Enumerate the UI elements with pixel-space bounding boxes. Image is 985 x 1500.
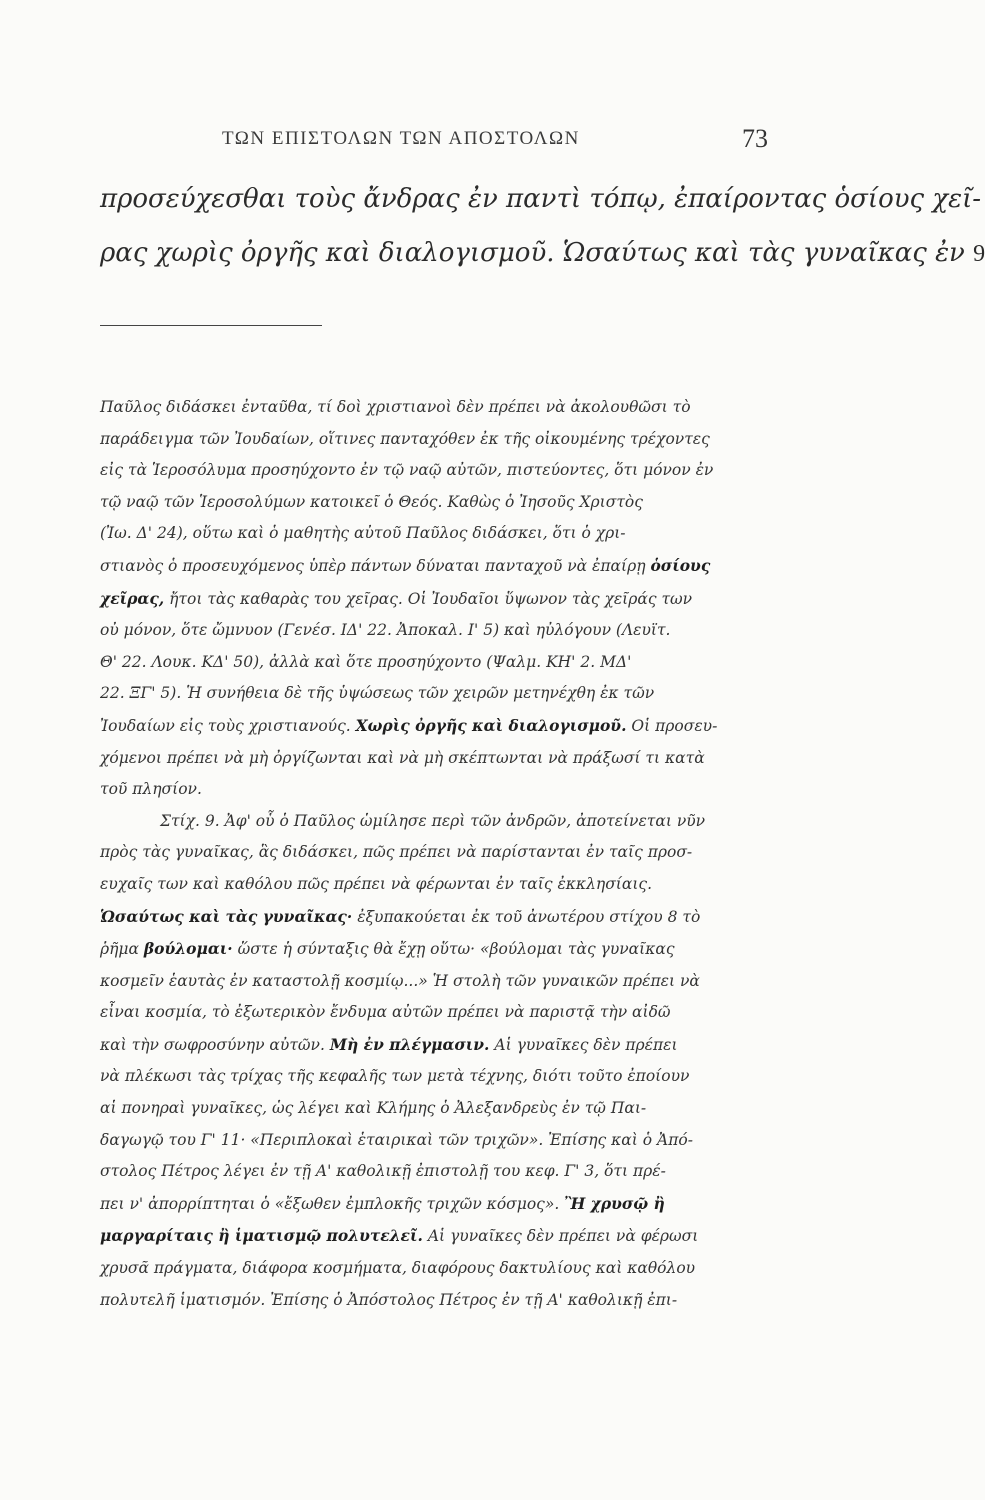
commentary-line: εἶναι κοσμία, τὸ ἐξωτερικὸν ἔνδυμα αὐτῶν πρέπει νὰ παριστᾷ τὴν αἰδῶ: [100, 1003, 671, 1022]
lemma-bold: Ἢ χρυσῷ ἢ: [564, 1193, 665, 1213]
scripture-text: [100, 172, 985, 281]
commentary-text-run: ἐξυπακούεται ἐκ τοῦ ἀνωτέρου στίχου 8 τὸ: [357, 907, 701, 926]
commentary-line: [100, 583, 780, 616]
commentary-text-run: Αἱ γυναῖκες δὲν πρέπει νὰ φέρωσι: [427, 1227, 699, 1246]
commentary-line: 22. ΞΓ' 5). Ἡ συνήθεια δὲ τῆς ὑψώσεως τῶν χειρῶν μετηνέχθη ἐκ τῶν: [100, 684, 655, 703]
commentary-line: στολος Πέτρος λέγει ἐν τῇ Α' καθολικῇ ἐπιστολῇ του κεφ. Γ' 3, ὅτι πρέ-: [100, 1162, 666, 1181]
commentary-line-verse-start: Στίχ. 9. Ἀφ' οὗ ὁ Παῦλος ὡμίλησε περὶ τῶν ἀνδρῶν, ἀποτείνεται νῦν: [160, 811, 706, 830]
commentary-line: [100, 1220, 780, 1253]
commentary-line: πολυτελῆ ἱματισμόν. Ἐπίσης ὁ Ἀπόστολος Πέτρος ἐν τῇ Α' καθολικῇ ἐπι-: [100, 1290, 678, 1309]
commentary-line: νὰ πλέκωσι τὰς τρίχας τῆς κεφαλῆς των μετὰ τέχνης, διότι τοῦτο ἐποίουν: [100, 1067, 690, 1086]
verse-number: 9: [973, 241, 985, 267]
lemma-bold: ὁσίους: [650, 555, 711, 575]
lemma-bold: χεῖρας,: [100, 588, 165, 608]
commentary-line: δαγωγῷ του Γ' 11· «Περιπλοκαὶ ἑταιρικαὶ τῶν τριχῶν». Ἐπίσης καὶ ὁ Ἀπό-: [100, 1130, 693, 1149]
lemma-bold: Μὴ ἐν πλέγμασιν.: [329, 1034, 490, 1054]
commentary-text: [100, 392, 780, 1316]
commentary-line: [100, 550, 780, 583]
commentary-line: [100, 933, 780, 966]
commentary-line: αἱ πονηραὶ γυναῖκες, ὡς λέγει καὶ Κλήμης ὁ Ἀλεξανδρεὺς ἐν τῷ Παι-: [100, 1099, 647, 1118]
commentary-text-run: ῥῆμα: [100, 940, 139, 959]
page-number: 73: [742, 124, 768, 153]
commentary-line: τοῦ πλησίον.: [100, 780, 202, 799]
commentary-line: [100, 1188, 780, 1221]
commentary-line: Θ' 22. Λουκ. ΚΔ' 50), ἀλλὰ καὶ ὅτε προσηύχοντο (Ψαλμ. ΚΗ' 2. ΜΔ': [100, 652, 632, 671]
commentary-line: πρὸς τὰς γυναῖκας, ἃς διδάσκει, πῶς πρέπει νὰ παρίστανται ἐν ταῖς προσ-: [100, 843, 693, 862]
commentary-text-run: καὶ τὴν σωφροσύνην αὐτῶν.: [100, 1035, 325, 1054]
commentary-text-run: ὥστε ἡ σύνταξις θὰ ἔχῃ οὕτω· «βούλομαι τὰς γυναῖκας: [237, 940, 675, 959]
footnote-divider: [100, 325, 322, 326]
commentary-line: [100, 1029, 780, 1062]
scripture-line: [100, 226, 985, 281]
lemma-bold: Ὡσαύτως καὶ τὰς γυναῖκας·: [100, 906, 353, 926]
commentary-line: εἰς τὰ Ἱεροσόλυμα προσηύχοντο ἐν τῷ ναῷ αὐτῶν, πιστεύοντες, ὅτι μόνον ἐν: [100, 461, 714, 480]
commentary-line: χρυσᾶ πράγματα, διάφορα κοσμήματα, διαφόρους δακτυλίους καὶ καθόλου: [100, 1259, 696, 1278]
commentary-line: παράδειγμα τῶν Ἰουδαίων, οἵτινες πανταχόθεν ἐκ τῆς οἰκουμένης τρέχοντες: [100, 429, 710, 448]
scripture-line: προσεύχεσθαι τοὺς ἄνδρας ἐν παντὶ τόπῳ, ἐπαίροντας ὁσίους χεῖ-: [100, 184, 982, 214]
commentary-line: κοσμεῖν ἑαυτὰς ἐν καταστολῇ κοσμίῳ...» Ἡ στολὴ τῶν γυναικῶν πρέπει νὰ: [100, 971, 700, 990]
commentary-line: [100, 901, 780, 934]
commentary-text-run: πει ν' ἀπορρίπτηται ὁ «ἔξωθεν ἐμπλοκῆς τριχῶν κόσμος».: [100, 1194, 560, 1213]
lemma-bold: μαργαρίταις ἢ ἱματισμῷ πολυτελεῖ.: [100, 1226, 423, 1246]
commentary-text-run: ἤτοι τὰς καθαρὰς του χεῖρας. Οἱ Ἰουδαῖοι ὕψωνον τὰς χεῖράς των: [169, 589, 693, 608]
commentary-line: τῷ ναῷ τῶν Ἱεροσολύμων κατοικεῖ ὁ Θεός. Καθὼς ὁ Ἰησοῦς Χριστὸς: [100, 492, 643, 511]
scripture-line-text: ρας χωρὶς ὀργῆς καὶ διαλογισμοῦ. Ὡσαύτως καὶ τὰς γυναῖκας ἐν: [100, 238, 965, 268]
commentary-line: [100, 710, 780, 743]
commentary-text-run: Ἰουδαίων εἰς τοὺς χριστιανούς.: [100, 716, 351, 735]
commentary-line: χόμενοι πρέπει νὰ μὴ ὀργίζωνται καὶ νὰ μὴ σκέπτωνται νὰ πράξωσί τι κατὰ: [100, 748, 705, 767]
commentary-line: (Ἰω. Δ' 24), οὕτω καὶ ὁ μαθητὴς αὐτοῦ Παῦλος διδάσκει, ὅτι ὁ χρι-: [100, 524, 626, 543]
lemma-bold: βούλομαι·: [143, 939, 233, 959]
commentary-line: ευχαῖς των καὶ καθόλου πῶς πρέπει νὰ φέρωνται ἐν ταῖς ἐκκλησίαις.: [100, 874, 653, 893]
lemma-bold: Χωρὶς ὀργῆς καὶ διαλογισμοῦ.: [355, 715, 627, 735]
commentary-line: οὐ μόνον, ὅτε ὤμνυον (Γενέσ. ΙΔ' 22. Ἀποκαλ. Ι' 5) καὶ ηὐλόγουν (Λευϊτ.: [100, 621, 671, 640]
running-title: ΤΩΝ ΕΠΙΣΤΟΛΩΝ ΤΩΝ ΑΠΟΣΤΟΛΩΝ: [222, 128, 580, 149]
commentary-text-run: Αἱ γυναῖκες δὲν πρέπει: [494, 1035, 678, 1054]
commentary-line: Παῦλος διδάσκει ἐνταῦθα, τί δοὶ χριστιανοὶ δὲν πρέπει νὰ ἀκολουθῶσι τὸ: [100, 398, 691, 416]
commentary-text-run: Οἱ προσευ-: [631, 716, 718, 735]
commentary-text-run: στιανὸς ὁ προσευχόμενος ὑπὲρ πάντων δύναται πανταχοῦ νὰ ἐπαίρῃ: [100, 556, 646, 575]
